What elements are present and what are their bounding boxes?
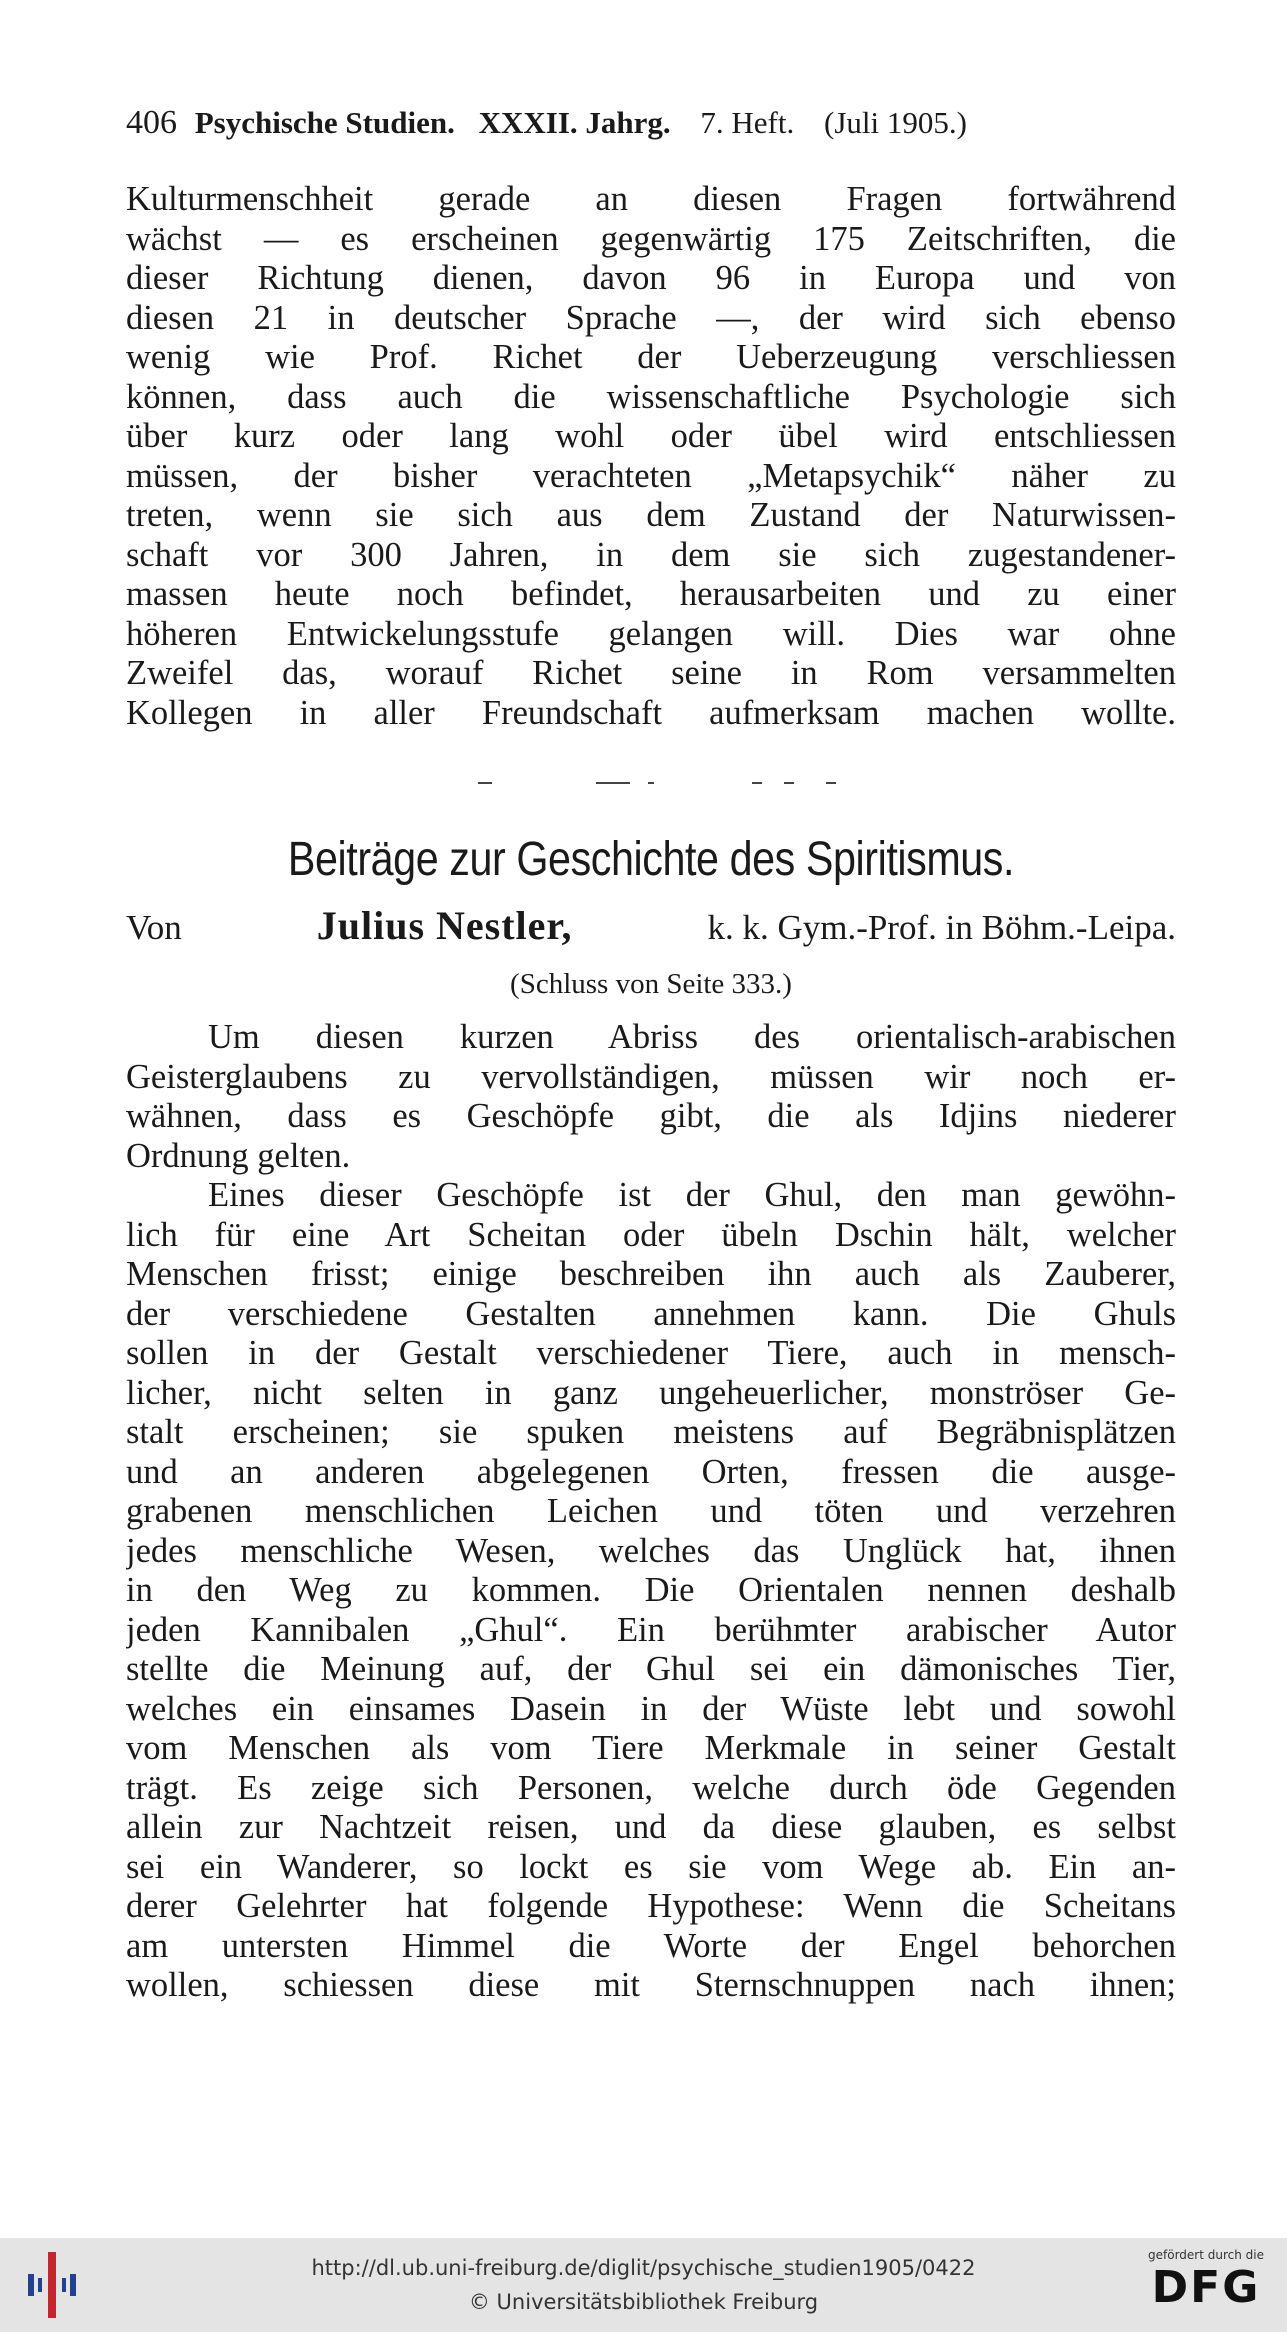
text-line: stellte die Meinung auf, der Ghul sei ein dämonisches Tier, (126, 1650, 1176, 1688)
text-line: höheren Entwickelungsstufe gelangen will. Dies war ohne (126, 614, 1176, 653)
author-affiliation: k. k. Gym.-Prof. in Böhm.-Leipa. (707, 908, 1176, 947)
text-line: stalt erscheinen; sie spuken meistens auf Begräbnisplätzen (126, 1413, 1176, 1451)
text-line: schaft vor 300 Jahren, in dem sie sich zugestandener- (126, 535, 1176, 574)
byline-prefix: Von (126, 908, 182, 947)
journal-title: Psychische Studien. (194, 105, 455, 140)
copyright-notice: © Universitätsbibliothek Freiburg (468, 2290, 819, 2314)
article-title: Beiträge zur Geschichte des Spiritismus. (287, 833, 1015, 886)
author-name: Julius Nestler, (316, 903, 573, 948)
section-divider (596, 782, 630, 784)
viewer-footer (0, 2238, 1287, 2332)
byline (126, 902, 1176, 949)
text-line: müssen, der bisher verachteten „Metapsychik“ näher zu (126, 456, 1176, 495)
text-line: Eines dieser Geschöpfe ist der Ghul, den man gewöhn- (208, 1176, 1176, 1214)
text-line: wenig wie Prof. Richet der Ueberzeugung verschliessen (126, 338, 1176, 376)
text-line: in den Weg zu kommen. Die Orientalen nennen deshalb (126, 1571, 1176, 1609)
text-line: jedes menschliche Wesen, welches das Unglück hat, ihnen (126, 1531, 1176, 1570)
text-line: allein zur Nachtzeit reisen, und da diese glauben, es selbst (126, 1808, 1176, 1846)
text-line: Zweifel das, worauf Richet seine in Rom versammelten (126, 654, 1176, 692)
volume-year: XXXII. Jahrg. (478, 105, 671, 140)
text-line: Ordnung gelten. (126, 1136, 351, 1175)
text-line: welches ein einsames Dasein in der Wüste lebt und sowohl (126, 1689, 1176, 1728)
text-line: können, dass auch die wissenschaftliche Psychologie sich (126, 377, 1176, 416)
text-line: sei ein Wanderer, so lockt es sie vom Wege ab. Ein an- (126, 1847, 1176, 1886)
text-line: jeden Kannibalen „Ghul“. Ein berühmter arabischer Autor (126, 1610, 1176, 1649)
text-line: massen heute noch befindet, herausarbeiten und zu einer (126, 575, 1176, 613)
section-divider (826, 782, 836, 784)
section-divider (784, 782, 794, 784)
text-line: und an anderen abgelegenen Orten, fressen die ausge- (126, 1452, 1176, 1491)
funding-caption: gefördert durch die (1148, 2248, 1264, 2262)
section-divider (478, 782, 492, 784)
running-head (126, 104, 1176, 142)
text-line: dieser Richtung dienen, davon 96 in Europa und von (126, 259, 1176, 297)
text-line: wollen, schiessen diese mit Sternschnuppen nach ihnen; (126, 1966, 1176, 2004)
text-line: wächst — es erscheinen gegenwärtig 175 Zeitschriften, die (126, 219, 1176, 258)
text-line: Geisterglaubens zu vervollständigen, müssen wir noch er- (126, 1057, 1176, 1096)
article-body (126, 1018, 1176, 2006)
text-line: über kurz oder lang wohl oder übel wird entschliessen (126, 417, 1176, 455)
paragraph-continued (126, 180, 1176, 733)
issue-date: (Juli 1905.) (824, 105, 967, 140)
section-divider (752, 782, 762, 784)
text-line: der verschiedene Gestalten annehmen kann. Die Ghuls (126, 1294, 1176, 1333)
dfg-logo-icon: DFG (1151, 2262, 1261, 2313)
text-line: Kulturmenschheit gerade an diesen Fragen fortwährend (126, 180, 1176, 218)
section-divider (648, 782, 654, 784)
page-number: 406 (126, 104, 177, 141)
text-line: diesen 21 in deutscher Sprache —, der wird sich ebenso (126, 298, 1176, 337)
text-line: treten, wenn sie sich aus dem Zustand der Naturwissen- (126, 496, 1176, 534)
issue-number: 7. Heft. (700, 105, 795, 140)
text-line: trägt. Es zeige sich Personen, welche durch öde Gegenden (126, 1768, 1176, 1807)
text-line: Um diesen kurzen Abriss des orientalisch-arabischen (208, 1018, 1176, 1056)
text-line: derer Gelehrter hat folgende Hypothese: Wenn die Scheitans (126, 1887, 1176, 1925)
text-line: sollen in der Gestalt verschiedener Tiere, auch in mensch- (126, 1334, 1176, 1372)
text-line: lich für eine Art Scheitan oder übeln Dschin hält, welcher (126, 1215, 1176, 1254)
text-line: vom Menschen als vom Tiere Merkmale in seiner Gestalt (126, 1729, 1176, 1767)
permalink-url[interactable]: http://dl.ub.uni-freiburg.de/diglit/psychische_studien1905/0422 (311, 2256, 976, 2280)
text-line: grabenen menschlichen Leichen und töten und verzehren (126, 1492, 1176, 1530)
text-line: am untersten Himmel die Worte der Engel behorchen (126, 1926, 1176, 1965)
text-line: wähnen, dass es Geschöpfe gibt, die als Idjins niederer (126, 1097, 1176, 1135)
dfg-funding-logo (1136, 2248, 1276, 2324)
text-line: Kollegen in aller Freundschaft aufmerksam machen wollte. (126, 693, 1176, 732)
text-line: licher, nicht selten in ganz ungeheuerlicher, monströser Ge- (126, 1373, 1176, 1412)
text-line: Menschen frisst; einige beschreiben ihn auch als Zauberer, (126, 1255, 1176, 1293)
continuation-note: (Schluss von Seite 333.) (510, 968, 792, 1000)
